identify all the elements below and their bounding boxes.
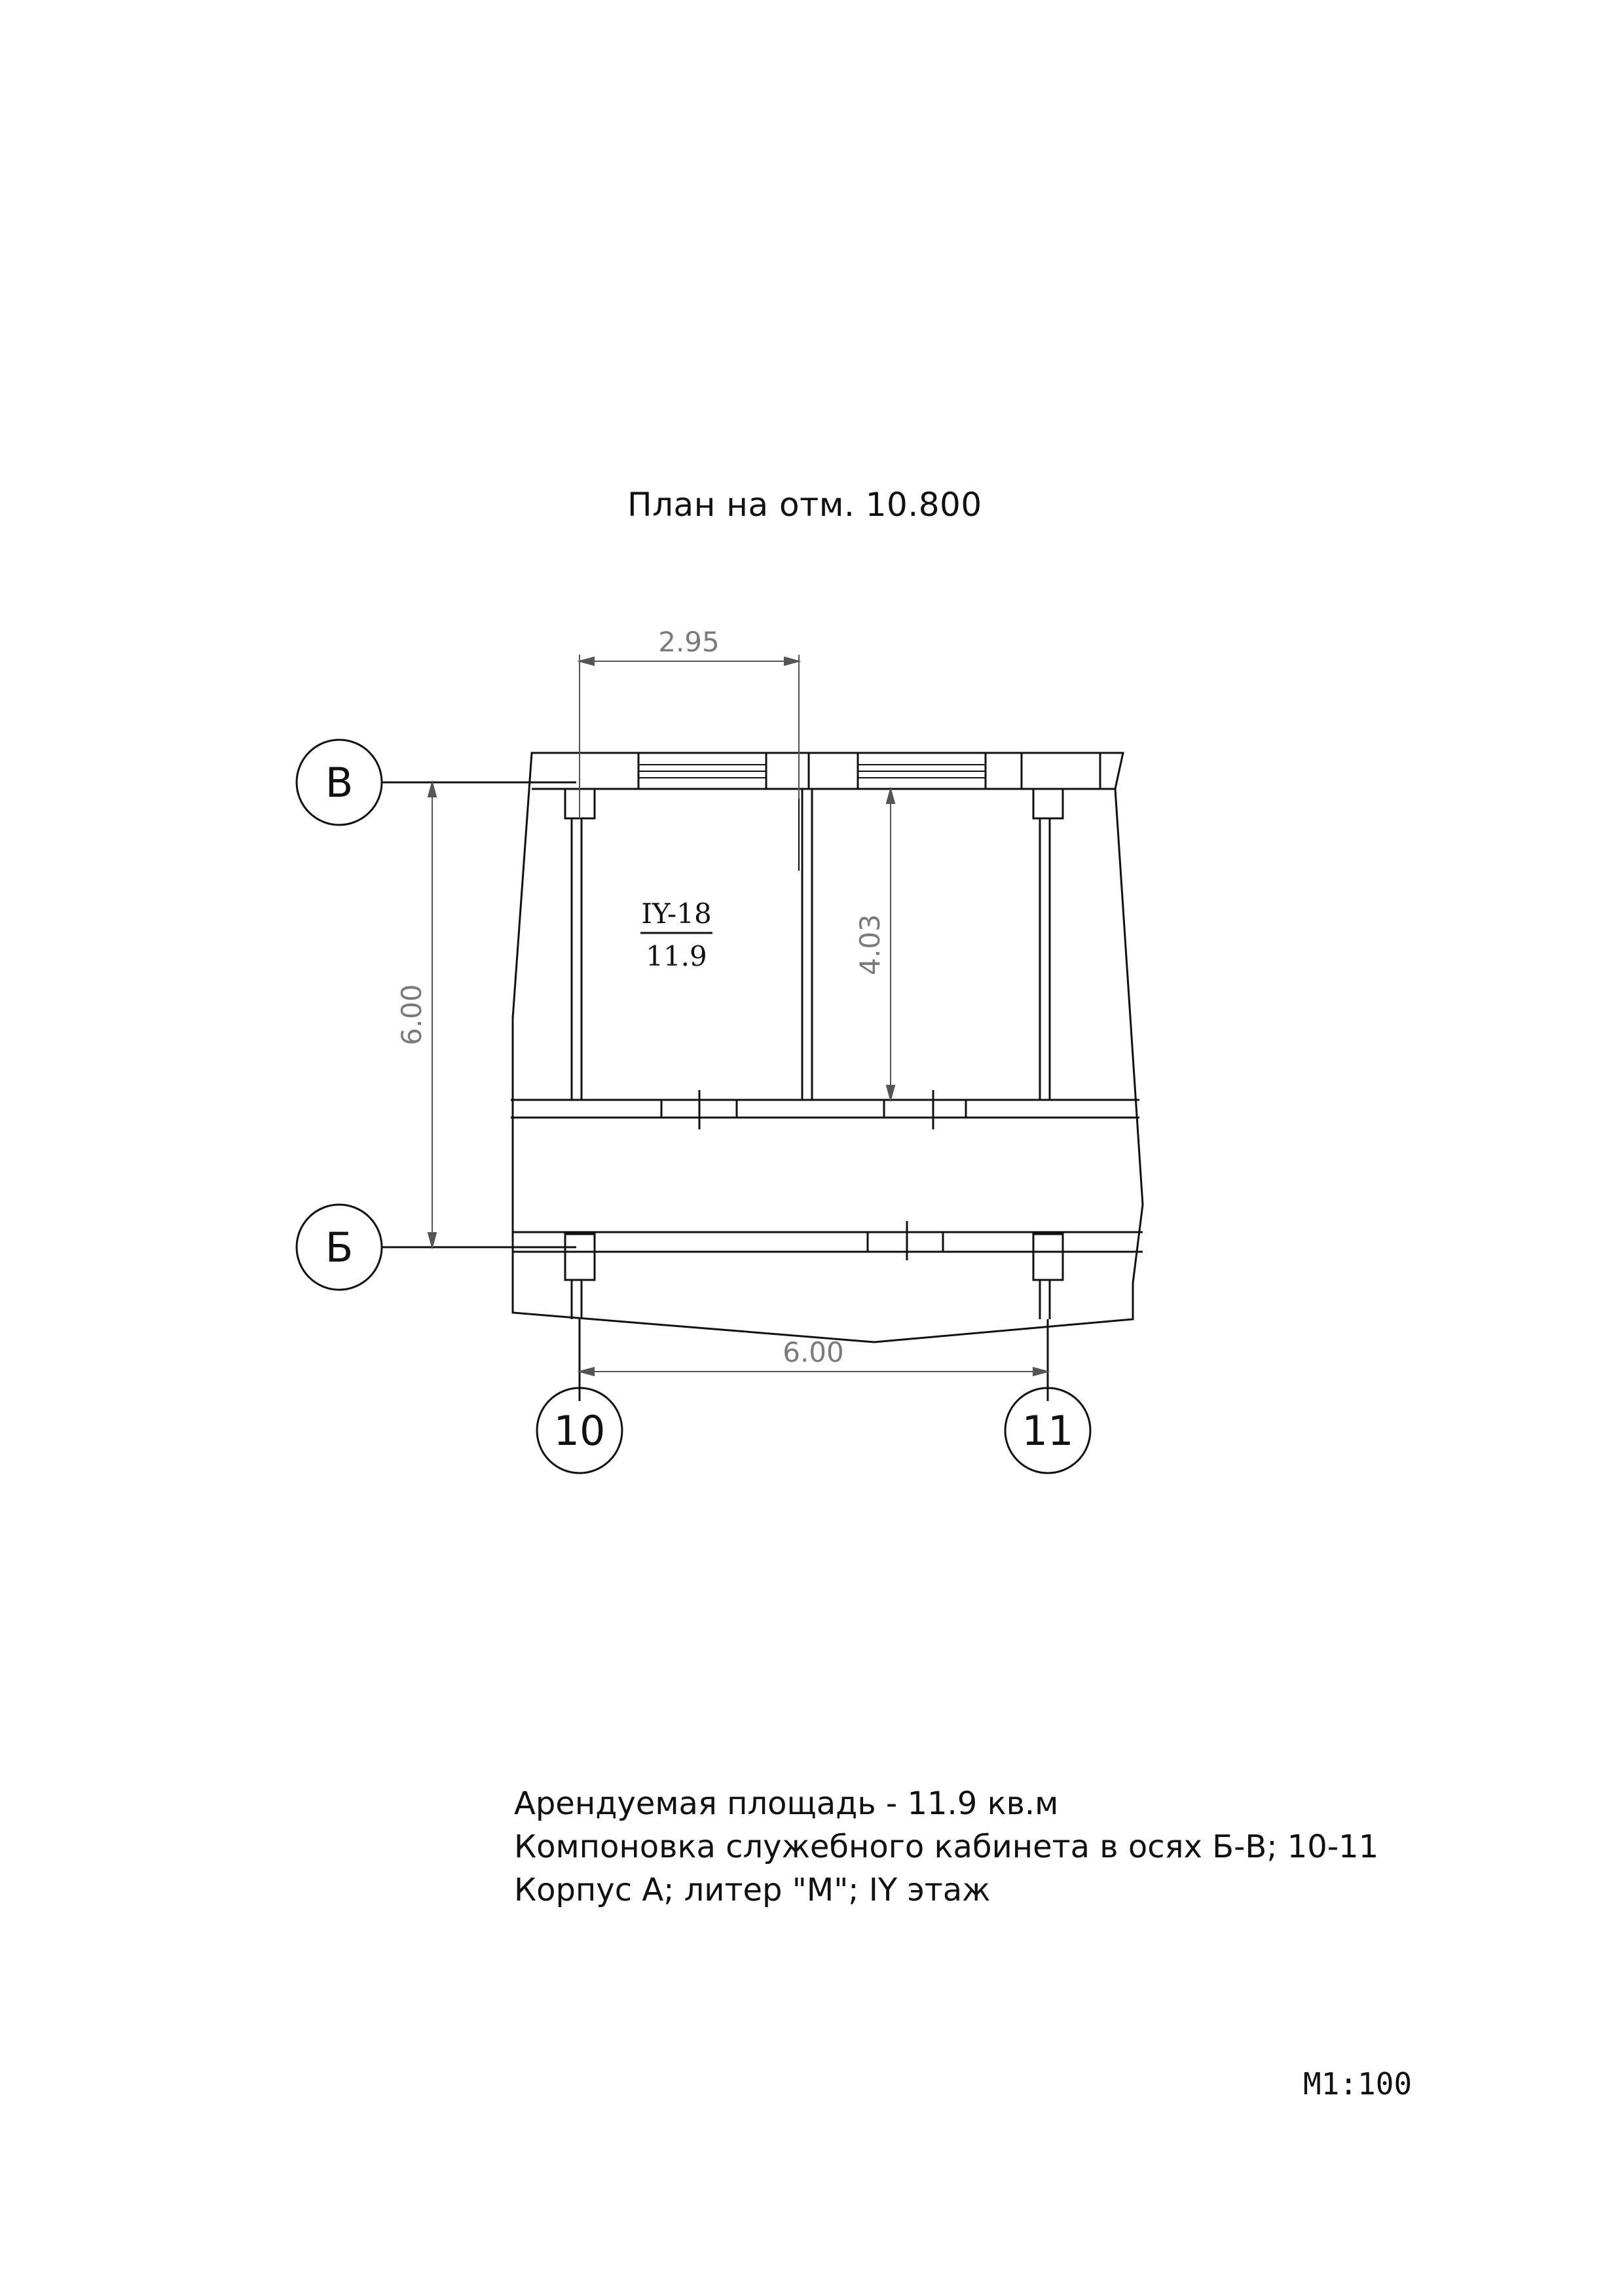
dim-left-height: 6.00 [396, 984, 428, 1046]
door-2 [884, 1100, 966, 1118]
column-b10 [565, 1234, 595, 1280]
dim-top-width: 2.95 [658, 626, 720, 658]
axis-label-b: Б [325, 1224, 354, 1271]
room-area: 11.9 [646, 940, 707, 972]
axis-label-v: В [325, 759, 354, 807]
note-area: Арендуемая площадь - 11.9 кв.м [514, 1785, 1059, 1822]
drawing-notes [514, 1782, 1378, 1912]
note-building: Корпус А; литер "М"; IY этаж [514, 1872, 991, 1908]
dim-bottom-width: 6.00 [783, 1336, 844, 1368]
column-b11 [1033, 1234, 1063, 1280]
door-3 [868, 1232, 943, 1252]
building-outline [513, 753, 1143, 1342]
column-v11 [1033, 789, 1063, 818]
axis-label-11: 11 [1022, 1407, 1074, 1455]
axis-label-10: 10 [553, 1407, 606, 1455]
room-code: IY-18 [641, 898, 712, 930]
drawing-title: План на отм. 10.800 [627, 486, 982, 524]
dim-room-height: 4.03 [854, 914, 886, 975]
top-pier [809, 753, 858, 789]
drawing-scale: М1:100 [1303, 2066, 1412, 2102]
note-layout: Компоновка служебного кабинета в осях Б-В; 10-11 [514, 1829, 1379, 1865]
